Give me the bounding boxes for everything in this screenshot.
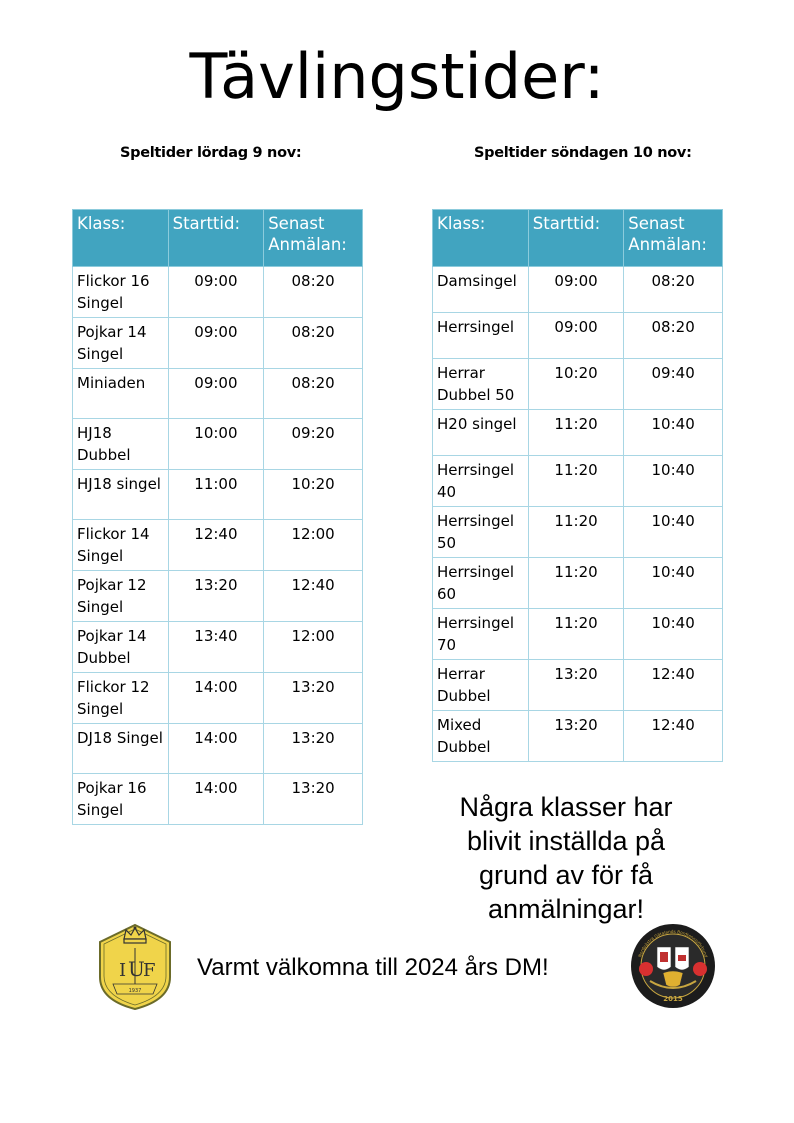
- cell-starttid: 09:00: [528, 267, 623, 313]
- sunday-schedule-table: [432, 209, 723, 762]
- table-header-row: [433, 210, 723, 267]
- sunday-heading: Speltider söndagen 10 nov:: [474, 145, 692, 161]
- cell-klass: Herrsingel 60: [433, 558, 529, 609]
- cell-starttid: 10:20: [528, 359, 623, 410]
- svg-text:F: F: [143, 960, 156, 981]
- cell-klass: Herrar Dubbel: [433, 660, 529, 711]
- district-logo-text: Nordvästra Götalands Bordtennisförbund: [637, 928, 709, 958]
- table-row: [433, 711, 723, 762]
- cell-klass: Miniaden: [73, 369, 169, 419]
- svg-text:I: I: [119, 960, 127, 981]
- table-row: [73, 267, 363, 318]
- table-row: [433, 410, 723, 456]
- cell-senast-anmalan: 10:40: [624, 558, 723, 609]
- table-row: [433, 267, 723, 313]
- iuf-logo-year: 1937: [128, 988, 142, 994]
- cell-klass: Herrsingel 50: [433, 507, 529, 558]
- cell-klass: Pojkar 14 Dubbel: [73, 622, 169, 673]
- cell-klass: H20 singel: [433, 410, 529, 456]
- cell-klass: Herrsingel 40: [433, 456, 529, 507]
- cell-klass: Pojkar 16 Singel: [73, 774, 169, 825]
- saturday-schedule-table: [72, 209, 363, 825]
- cell-starttid: 11:20: [528, 456, 623, 507]
- cell-senast-anmalan: 08:20: [264, 318, 363, 369]
- cancellation-notice: Några klasser har blivit inställda på grund av för få anmälningar!: [459, 792, 673, 924]
- cell-starttid: 13:40: [168, 622, 264, 673]
- cell-senast-anmalan: 13:20: [264, 774, 363, 825]
- district-federation-logo: [630, 923, 716, 1009]
- cell-senast-anmalan: 08:20: [264, 267, 363, 318]
- cell-klass: Damsingel: [433, 267, 529, 313]
- table-row: [73, 419, 363, 470]
- table-row: [73, 774, 363, 825]
- cell-starttid: 09:00: [168, 318, 264, 369]
- table-row: [433, 456, 723, 507]
- cell-klass: Flickor 14 Singel: [73, 520, 169, 571]
- cell-senast-anmalan: 10:40: [624, 410, 723, 456]
- cell-starttid: 11:20: [528, 507, 623, 558]
- cell-senast-anmalan: 08:20: [264, 369, 363, 419]
- table-row: [433, 507, 723, 558]
- table-row: [433, 660, 723, 711]
- table-row: [73, 520, 363, 571]
- table-row: [433, 359, 723, 410]
- cell-starttid: 12:40: [168, 520, 264, 571]
- table-row: [73, 571, 363, 622]
- saturday-heading: Speltider lördag 9 nov:: [120, 145, 302, 161]
- cell-starttid: 14:00: [168, 724, 264, 774]
- saturday-table-body: [73, 267, 363, 825]
- cell-klass: Flickor 12 Singel: [73, 673, 169, 724]
- cell-senast-anmalan: 08:20: [624, 267, 723, 313]
- cell-klass: Mixed Dubbel: [433, 711, 529, 762]
- cell-senast-anmalan: 09:20: [264, 419, 363, 470]
- column-header-senast-anmalan: Senast Anmälan:: [624, 210, 723, 267]
- cell-senast-anmalan: 10:40: [624, 456, 723, 507]
- cell-klass: Herrar Dubbel 50: [433, 359, 529, 410]
- svg-text:U: U: [128, 957, 145, 981]
- page-title: Tävlingstider:: [189, 40, 605, 113]
- cell-senast-anmalan: 13:20: [264, 724, 363, 774]
- table-row: [433, 609, 723, 660]
- cell-starttid: 10:00: [168, 419, 264, 470]
- table-row: [433, 313, 723, 359]
- cell-starttid: 11:20: [528, 609, 623, 660]
- cell-klass: HJ18 Dubbel: [73, 419, 169, 470]
- cell-starttid: 11:00: [168, 470, 264, 520]
- cell-starttid: 09:00: [528, 313, 623, 359]
- table-row: [433, 558, 723, 609]
- column-header-klass: Klass:: [433, 210, 529, 267]
- sunday-table-body: [433, 267, 723, 762]
- table-row: [73, 470, 363, 520]
- cell-senast-anmalan: 12:00: [264, 520, 363, 571]
- cell-klass: HJ18 singel: [73, 470, 169, 520]
- table-header-row: [73, 210, 363, 267]
- table-row: [73, 318, 363, 369]
- cell-starttid: 13:20: [168, 571, 264, 622]
- cell-klass: DJ18 Singel: [73, 724, 169, 774]
- cell-senast-anmalan: 08:20: [624, 313, 723, 359]
- column-header-starttid: Starttid:: [528, 210, 623, 267]
- cell-starttid: 13:20: [528, 711, 623, 762]
- column-header-senast-anmalan: Senast Anmälan:: [264, 210, 363, 267]
- cell-klass: Herrsingel: [433, 313, 529, 359]
- table-row: [73, 673, 363, 724]
- cell-starttid: 13:20: [528, 660, 623, 711]
- column-header-klass: Klass:: [73, 210, 169, 267]
- cell-klass: Herrsingel 70: [433, 609, 529, 660]
- table-row: [73, 724, 363, 774]
- cell-senast-anmalan: 10:40: [624, 609, 723, 660]
- cell-starttid: 11:20: [528, 558, 623, 609]
- district-logo-year: 2015: [663, 995, 683, 1003]
- cell-senast-anmalan: 12:40: [624, 711, 723, 762]
- table-row: [73, 369, 363, 419]
- cell-starttid: 09:00: [168, 267, 264, 318]
- welcome-message: Varmt välkomna till 2024 års DM!: [197, 954, 549, 981]
- cell-senast-anmalan: 10:20: [264, 470, 363, 520]
- column-header-starttid: Starttid:: [168, 210, 264, 267]
- cell-senast-anmalan: 13:20: [264, 673, 363, 724]
- cell-starttid: 14:00: [168, 774, 264, 825]
- table-row: [73, 622, 363, 673]
- iuf-logo: [95, 922, 175, 1012]
- cell-starttid: 11:20: [528, 410, 623, 456]
- cell-senast-anmalan: 12:40: [624, 660, 723, 711]
- cell-senast-anmalan: 12:40: [264, 571, 363, 622]
- cell-starttid: 14:00: [168, 673, 264, 724]
- cell-starttid: 09:00: [168, 369, 264, 419]
- cell-klass: Flickor 16 Singel: [73, 267, 169, 318]
- cell-senast-anmalan: 10:40: [624, 507, 723, 558]
- cell-senast-anmalan: 09:40: [624, 359, 723, 410]
- cell-klass: Pojkar 12 Singel: [73, 571, 169, 622]
- cell-klass: Pojkar 14 Singel: [73, 318, 169, 369]
- cell-senast-anmalan: 12:00: [264, 622, 363, 673]
